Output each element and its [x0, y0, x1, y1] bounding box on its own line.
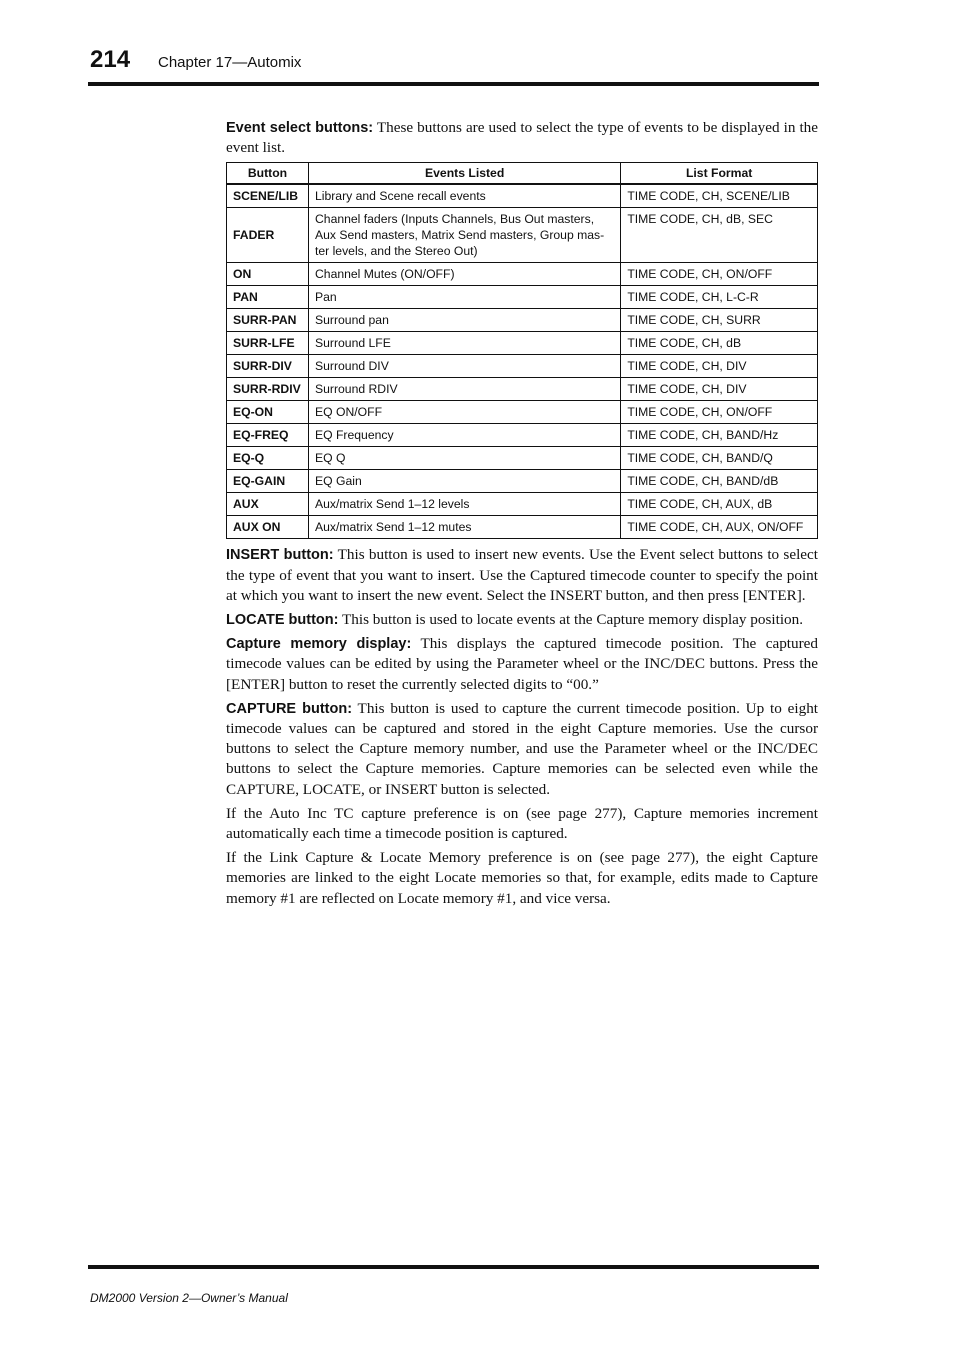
capture-button-paragraph [226, 699, 818, 800]
button-cell: SURR-LFE [227, 332, 309, 355]
intro-paragraph [226, 118, 818, 158]
insert-button-paragraph [226, 545, 818, 606]
format-cell: TIME CODE, CH, AUX, dB [621, 493, 818, 516]
column-header-events: Events Listed [308, 163, 620, 185]
main-content [226, 118, 818, 913]
events-cell: Aux/matrix Send 1–12 mutes [308, 516, 620, 539]
button-cell: SURR-DIV [227, 355, 309, 378]
events-cell: Channel faders (Inputs Channels, Bus Out masters, Aux Send masters, Matrix Send masters, Group master levels, and the Stereo Out) [308, 208, 620, 263]
table-row [227, 493, 818, 516]
button-cell: EQ-FREQ [227, 424, 309, 447]
events-cell: Pan [308, 286, 620, 309]
paragraph-term: INSERT button: [226, 547, 334, 564]
table-row [227, 332, 818, 355]
format-cell: TIME CODE, CH, ON/OFF [621, 263, 818, 286]
locate-button-paragraph [226, 610, 818, 630]
paragraph-text: This displays the captured timecode position. The captured timecode values can be edited by using the Parameter wheel or the INC/DEC buttons. Press the [ENTER] button to reset the currently selected digits to “00.” [226, 635, 818, 693]
events-cell: Surround LFE [308, 332, 620, 355]
button-cell: SURR-PAN [227, 309, 309, 332]
format-cell: TIME CODE, CH, ON/OFF [621, 401, 818, 424]
events-cell: EQ Gain [308, 470, 620, 493]
button-cell: SCENE/LIB [227, 184, 309, 208]
table-row [227, 470, 818, 493]
events-cell: Channel Mutes (ON/OFF) [308, 263, 620, 286]
table-row [227, 263, 818, 286]
format-cell: TIME CODE, CH, SCENE/LIB [621, 184, 818, 208]
table-row [227, 516, 818, 539]
table-row [227, 355, 818, 378]
format-cell: TIME CODE, CH, DIV [621, 378, 818, 401]
column-header-format: List Format [621, 163, 818, 185]
format-cell: TIME CODE, CH, SURR [621, 309, 818, 332]
events-cell: EQ Q [308, 447, 620, 470]
paragraph-text: If the Link Capture & Locate Memory preference is on (see page 277), the eight Capture memories are linked to the eight Locate memories so that, for example, edits made to Capture memory #1 are reflected on Locate memory #1, and vice versa. [226, 849, 818, 907]
paragraph-term: LOCATE button: [226, 612, 339, 629]
events-cell: Surround pan [308, 309, 620, 332]
button-cell: AUX ON [227, 516, 309, 539]
column-header-button: Button [227, 163, 309, 185]
page-number: 214 [90, 46, 131, 73]
format-cell: TIME CODE, CH, BAND/Q [621, 447, 818, 470]
button-cell: EQ-ON [227, 401, 309, 424]
table-row [227, 424, 818, 447]
format-cell: TIME CODE, CH, L-C-R [621, 286, 818, 309]
button-cell: EQ-GAIN [227, 470, 309, 493]
button-cell: SURR-RDIV [227, 378, 309, 401]
button-cell: ON [227, 263, 309, 286]
format-cell: TIME CODE, CH, dB [621, 332, 818, 355]
events-cell: Surround DIV [308, 355, 620, 378]
table-row [227, 378, 818, 401]
intro-text: These buttons are used to select the type of events to be displayed in the event list. [226, 119, 819, 157]
table-row [227, 184, 818, 208]
event-type-table [226, 162, 818, 539]
footer-text: DM2000 Version 2—Owner’s Manual [90, 1291, 288, 1305]
link-capture-locate-paragraph [226, 848, 818, 909]
table-header-row [227, 163, 818, 185]
format-cell: TIME CODE, CH, BAND/Hz [621, 424, 818, 447]
format-cell: TIME CODE, CH, BAND/dB [621, 470, 818, 493]
button-cell: AUX [227, 493, 309, 516]
button-cell: EQ-Q [227, 447, 309, 470]
paragraph-term: Capture memory display: [226, 636, 412, 653]
table-row [227, 208, 818, 263]
format-cell: TIME CODE, CH, dB, SEC [621, 208, 818, 263]
paragraph-term: CAPTURE button: [226, 700, 353, 717]
table-row [227, 309, 818, 332]
paragraph-text: If the Auto Inc TC capture preference is on (see page 277), Capture memories increment automatically each time a timecode position is captured. [226, 804, 818, 843]
table-row [227, 447, 818, 470]
format-cell: TIME CODE, CH, AUX, ON/OFF [621, 516, 818, 539]
button-cell: FADER [227, 208, 309, 263]
events-cell: Aux/matrix Send 1–12 levels [308, 493, 620, 516]
events-cell: EQ Frequency [308, 424, 620, 447]
footer-rule [88, 1265, 819, 1269]
format-cell: TIME CODE, CH, DIV [621, 355, 818, 378]
capture-memory-display-paragraph [226, 634, 818, 695]
page-header [88, 44, 819, 86]
auto-inc-tc-paragraph [226, 804, 818, 844]
paragraph-text: This button is used to capture the current timecode position. Up to eight timecode values can be captured and stored in the eight Capture memories. Use the cursor buttons to select the Capture memory number, and use the Parameter wheel or the INC/DEC buttons to select the Capture memories. Capture memories can be selected even while the CAPTURE, LOCATE, or INSERT button is selected. [226, 699, 819, 798]
paragraph-text: This button is used to insert new events. Use the Event select buttons to select the type of event that you want to insert. Use the Captured timecode counter to specify the point at which you want to insert the new event. Select the INSERT button, and then press [ENTER]. [226, 546, 818, 604]
table-row [227, 286, 818, 309]
button-cell: PAN [227, 286, 309, 309]
events-cell: EQ ON/OFF [308, 401, 620, 424]
paragraph-text: This button is used to locate events at the Capture memory display position. [338, 611, 804, 629]
table-row [227, 401, 818, 424]
events-cell: Surround RDIV [308, 378, 620, 401]
chapter-title: Chapter 17—Automix [158, 54, 302, 71]
events-cell: Library and Scene recall events [308, 184, 620, 208]
intro-term: Event select buttons: [226, 120, 374, 136]
